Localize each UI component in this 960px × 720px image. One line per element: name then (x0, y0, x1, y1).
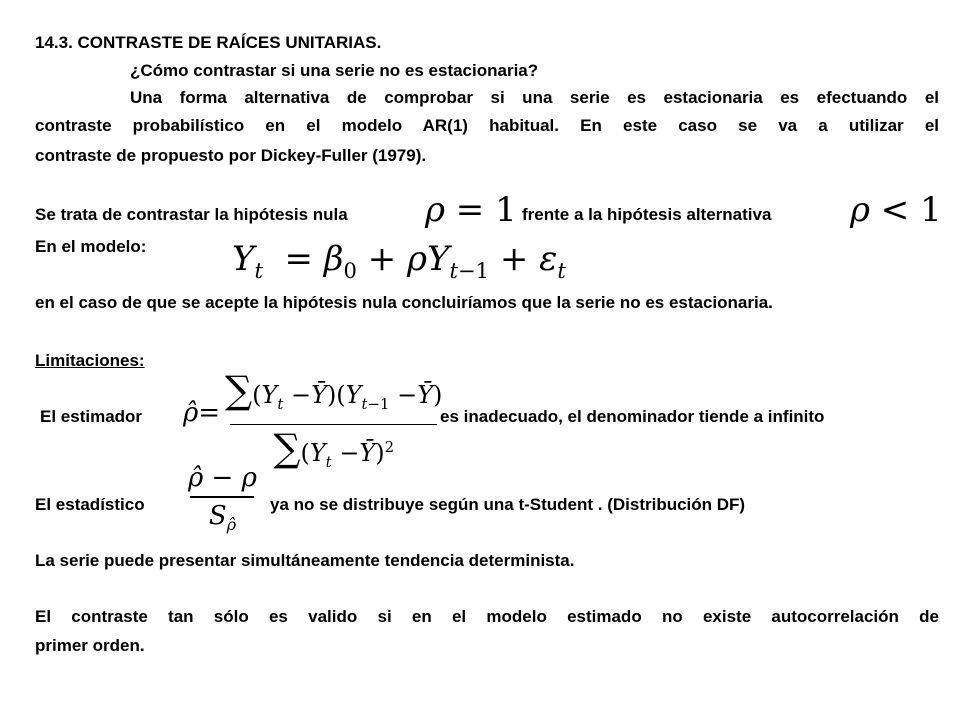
rho-hat-symbol: ρ̂= (183, 398, 221, 428)
section-heading: 14.3. CONTRASTE DE RAÍCES UNITARIAS. (35, 33, 382, 52)
hypothesis-text-b: frente a la hipótesis alternativa (522, 205, 772, 224)
estimator-text-a: El estimador (40, 407, 143, 426)
estimator-fraction (225, 370, 442, 484)
model-formula: $Y_t = \beta_0 + \rho Y_{t-1} + \varepsilon_t$ (232, 239, 566, 283)
estimator-numerator: $\sum(Y_t$ $-Ȳ)(Y_{t-1}$ −Ȳ) (225, 368, 443, 413)
estimator-text-b: es inadecuado, el denominador tiende a infinito (440, 407, 825, 426)
statistic-fraction (188, 460, 257, 543)
limitations-title: Limitaciones: (35, 351, 145, 370)
model-label: En el modelo: (35, 237, 147, 256)
autocorrelation-line-2: primer orden. (35, 636, 145, 655)
estimator-denominator: $\sum(Y_t$ −Ȳ)$^2$ (273, 426, 395, 472)
trend-text: La serie puede presentar simultáneamente tendencia determinista. (35, 551, 575, 570)
intro-line-2: contraste probabilístico en el modelo AR(1) habitual. En este caso se va a utilizar el (35, 116, 939, 135)
intro-line-3: contraste de propuesto por Dickey-Fuller (1979). (35, 146, 427, 165)
intro-line-1: Una forma alternativa de comprobar si una serie es estacionaria es efectuando el (130, 88, 939, 107)
question-text: ¿Cómo contrastar si una serie no es estacionaria? (130, 61, 539, 80)
conclusion-text: en el caso de que se acepte la hipótesis nula concluiríamos que la serie no es estacionaria. (35, 293, 773, 312)
statistic-numerator: ρ̂ − ρ (188, 463, 257, 493)
alt-hypothesis-formula: ρ < 1 (850, 190, 942, 230)
hypothesis-text-a: Se trata de contrastar la hipótesis nula (35, 205, 348, 224)
autocorrelation-line-1: El contraste tan sólo es valido si en el modelo estimado no existe autocorrelación de (35, 607, 939, 626)
statistic-text-a: El estadístico (35, 495, 145, 514)
statistic-text-b: ya no se distribuye según una t-Student . (Distribución DF) (270, 495, 746, 514)
null-hypothesis-formula: ρ = 1 (425, 190, 517, 230)
statistic-denominator: $S_{\rhô}$ (208, 500, 237, 534)
